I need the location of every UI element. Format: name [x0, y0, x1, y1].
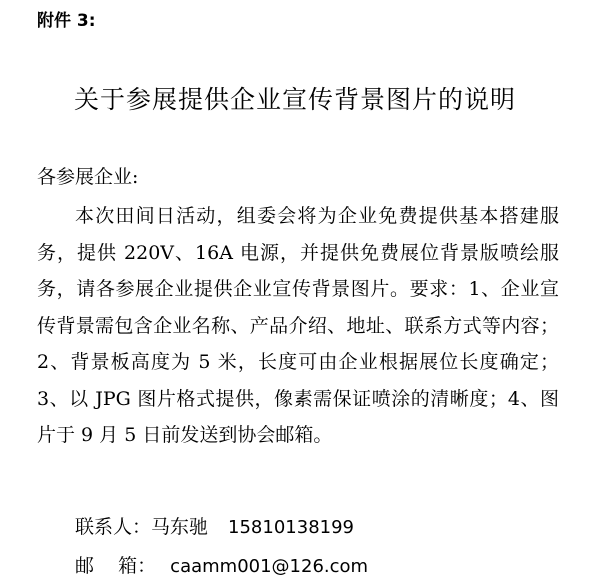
- contact-email-label: 邮 箱：: [75, 555, 157, 577]
- body-paragraph: 本次田间日活动，组委会将为企业免费提供基本搭建服务，提供 220V、16A 电源，并提供免费展位背景版喷绘服务，请各参展企业提供企业宣传背景图片。要求：1、企业宣传背景需包含企业名称、产品介绍、地址、联系方式等内容；2、背景板高度为 5 米，长度可由企业根据展位长度确定；3、以 JPG 图片格式提供，像素需保证喷涂的清晰度；4、图片于 9 月 5 日前发送到协会邮箱。: [37, 205, 559, 446]
- salutation: 各参展企业:: [37, 166, 139, 188]
- contact-email-row: [75, 551, 368, 578]
- contact-person-label: 联系人：: [75, 516, 152, 538]
- contact-person-row: [75, 512, 354, 539]
- contact-person-name: 马东驰: [151, 516, 209, 538]
- attachment-label: 附件 3:: [37, 11, 96, 31]
- contact-phone: 15810138199: [228, 517, 355, 538]
- document-title: 关于参展提供企业宣传背景图片的说明: [73, 85, 516, 114]
- contact-email[interactable]: caamm001@126.com: [170, 556, 369, 577]
